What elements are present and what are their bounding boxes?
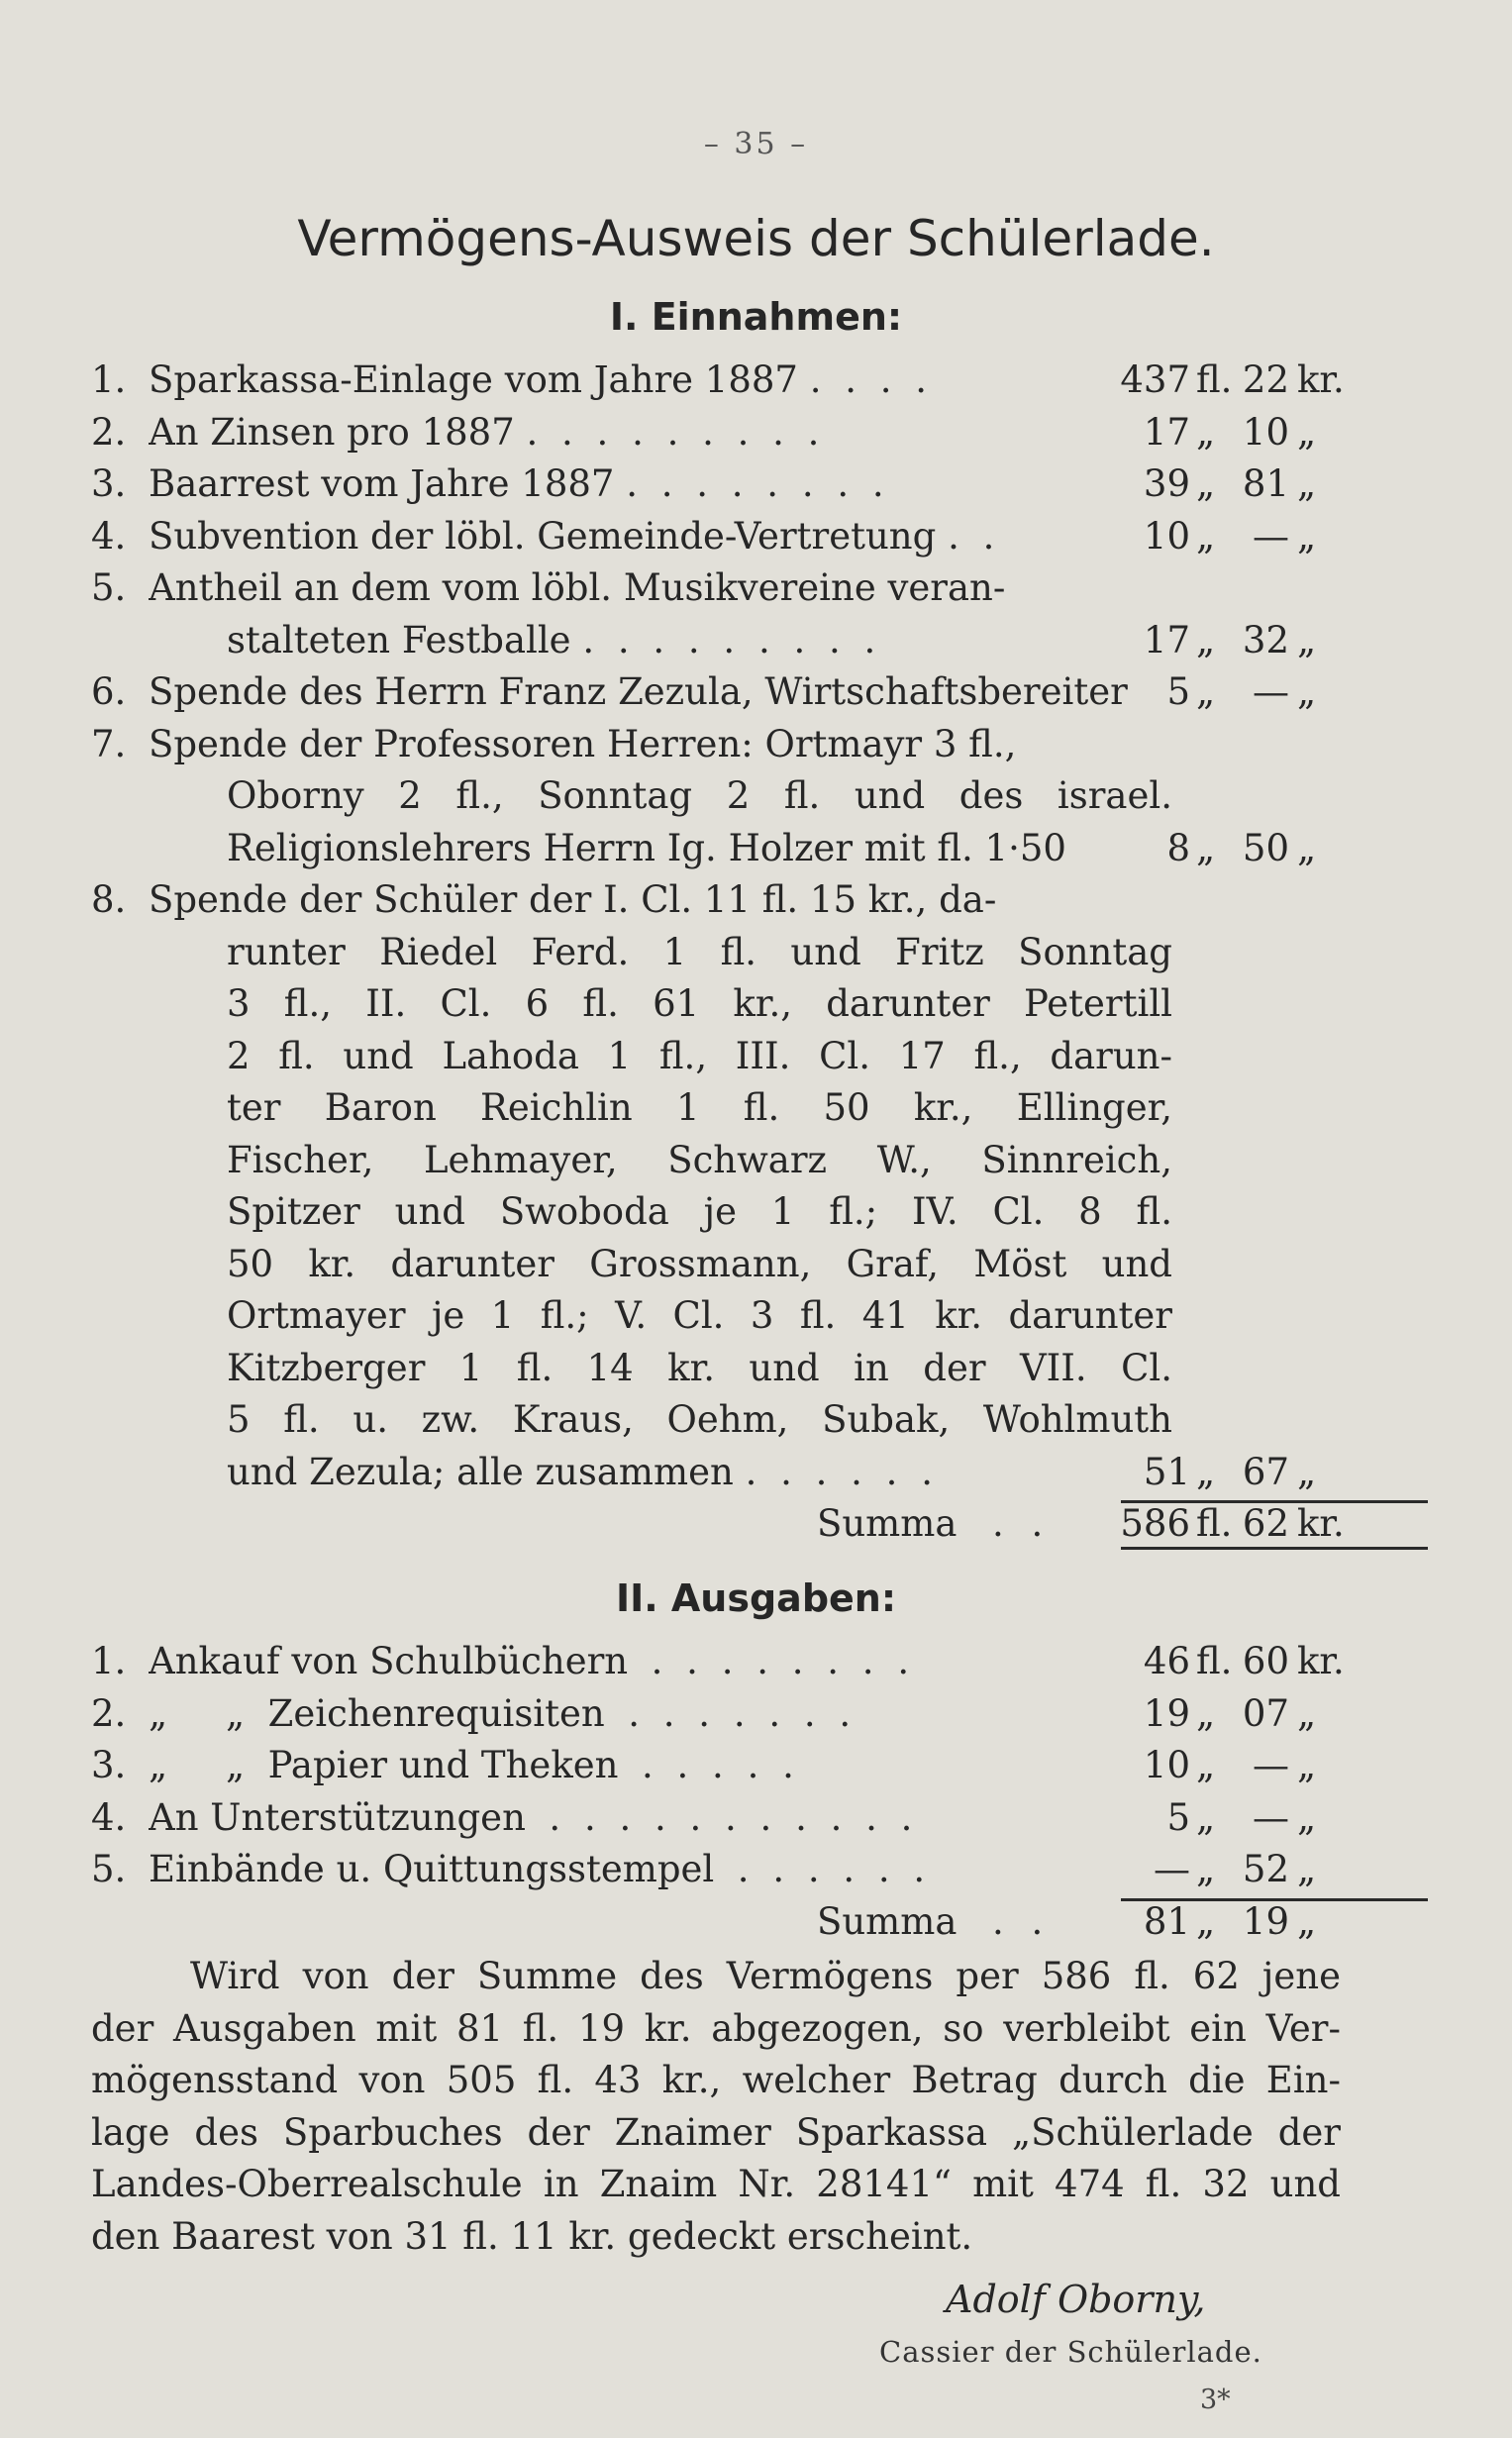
item-text: Oborny 2 fl., Sonntag 2 fl. und des israel. <box>227 774 1172 817</box>
income-list <box>91 355 1345 1551</box>
item-text: Fischer, Lehmayer, Schwarz W., Sinnreich, <box>227 1138 1172 1181</box>
amount-fl-unit: „ <box>1196 1691 1216 1735</box>
amount-fl: — <box>1154 1848 1190 1890</box>
item-text: Spende der Professoren Herren: Ortmayr 3 fl., <box>149 722 1017 765</box>
item-number: 5. <box>91 566 127 609</box>
leader-dots: . . . . . . . . . <box>582 618 882 661</box>
leader-dots: . . . . . . . <box>628 1691 857 1735</box>
amount-kr: 19 <box>1242 1899 1289 1943</box>
item-text: und Zezula; alle zusammen . . . . . . <box>227 1450 939 1493</box>
item-text: 3 fl., II. Cl. 6 fl. 61 kr., darunter Petertill <box>227 982 1172 1025</box>
income-row <box>91 1186 1339 1239</box>
amount-kr: 22 <box>1242 358 1289 401</box>
income-row <box>91 978 1339 1031</box>
item-text: An Zinsen pro 1887 . . . . . . . . . <box>149 410 826 454</box>
signature: Adolf Oborny, <box>946 2278 1206 2321</box>
amount-kr: — <box>1253 1795 1289 1839</box>
income-row <box>91 1343 1339 1395</box>
income-row <box>91 874 1339 927</box>
amount-kr-unit: kr. <box>1297 1640 1345 1682</box>
amount-fl: 10 <box>1143 1744 1190 1786</box>
income-row <box>91 1031 1339 1083</box>
amount-fl: 46 <box>1143 1640 1190 1682</box>
item-text: Ankauf von Schulbüchern . . . . . . . . <box>149 1640 916 1682</box>
amount-fl: 586 <box>1120 1502 1190 1545</box>
amount-fl: 17 <box>1143 410 1190 454</box>
amount-kr: 32 <box>1242 618 1289 661</box>
amount-kr-unit: „ <box>1297 462 1317 505</box>
leader-dots: . . . . <box>809 358 934 401</box>
amount-fl-unit: „ <box>1196 1848 1216 1890</box>
income-row <box>91 407 1339 459</box>
amount-fl: 51 <box>1143 1450 1190 1493</box>
expense-row <box>91 1844 1339 1896</box>
leader-dots: . . . . . <box>642 1744 800 1786</box>
item-text: Ortmayer je 1 fl.; V. Cl. 3 fl. 41 kr. darunter <box>227 1294 1172 1337</box>
amount-fl-unit: fl. <box>1196 358 1233 401</box>
item-text: Sparkassa-Einlage vom Jahre 1887 . . . . <box>149 358 934 401</box>
income-row <box>91 615 1339 667</box>
amount-kr-unit: „ <box>1297 1795 1317 1839</box>
item-text: stalteten Festballe . . . . . . . . . <box>227 618 882 661</box>
item-text: „ „ Zeichenrequisiten . . . . . . . <box>149 1691 857 1735</box>
item-number: 8. <box>91 878 127 921</box>
amount-kr: 10 <box>1242 410 1289 454</box>
amount-fl: 81 <box>1143 1899 1190 1943</box>
amount-kr: 50 <box>1242 826 1289 869</box>
item-text: „ „ Papier und Theken . . . . . <box>149 1744 800 1786</box>
leader-dots: . . . . . . . . . . . <box>549 1795 919 1839</box>
leader-dots: . . . . . . . . . <box>526 410 826 454</box>
amount-fl-unit: „ <box>1196 670 1216 713</box>
item-number: 4. <box>91 1795 127 1839</box>
item-number: 2. <box>91 1691 127 1735</box>
amount-kr: — <box>1253 1744 1289 1786</box>
item-number: 5. <box>91 1848 127 1890</box>
amount-kr-unit: „ <box>1297 410 1317 454</box>
item-number: 2. <box>91 410 127 454</box>
item-text: An Unterstützungen . . . . . . . . . . . <box>149 1795 919 1839</box>
summa-label: Summa <box>817 1502 958 1545</box>
expenses-heading: II. Ausgaben: <box>615 1576 897 1620</box>
item-text: 2 fl. und Lahoda 1 fl., III. Cl. 17 fl., darun- <box>227 1034 1172 1077</box>
paragraph-line: mögensstand von 505 fl. 43 kr., welcher Betrag durch die Ein- <box>91 2059 1341 2101</box>
amount-kr: — <box>1253 670 1289 713</box>
leader-dots: . . <box>992 1899 1052 1943</box>
amount-fl: 437 <box>1120 358 1190 401</box>
amount-fl: 17 <box>1143 618 1190 661</box>
amount-fl-unit: „ <box>1196 1795 1216 1839</box>
amount-fl: 8 <box>1166 826 1190 869</box>
amount-kr: 67 <box>1242 1450 1289 1493</box>
item-text: runter Riedel Ferd. 1 fl. und Fritz Sonntag <box>227 930 1172 973</box>
expense-row <box>91 1792 1339 1845</box>
total-rule <box>1121 1547 1428 1550</box>
signature-mark: 3* <box>1200 2385 1231 2415</box>
item-text: Spitzer und Swoboda je 1 fl.; IV. Cl. 8 fl. <box>227 1190 1172 1233</box>
amount-fl-unit: „ <box>1196 462 1216 505</box>
item-text: Religionslehrers Herrn Ig. Holzer mit fl. 1·50 <box>227 826 1066 869</box>
leader-dots: . . . . . . <box>737 1848 932 1890</box>
amount-fl: 5 <box>1166 670 1190 713</box>
income-row <box>91 562 1339 615</box>
paragraph-line: Landes-Oberrealschule in Znaim Nr. 28141“ mit 474 fl. 32 und <box>91 2163 1341 2205</box>
item-number: 4. <box>91 514 127 558</box>
item-number: 3. <box>91 462 127 505</box>
paragraph-line: der Ausgaben mit 81 fl. 19 kr. abgezogen, so verbleibt ein Ver- <box>91 2006 1341 2050</box>
amount-kr-unit: „ <box>1297 618 1317 661</box>
item-text: Antheil an dem vom löbl. Musikvereine veran- <box>149 566 1006 609</box>
income-row <box>91 823 1339 875</box>
item-text: Einbände u. Quittungsstempel . . . . . . <box>149 1848 932 1890</box>
paragraph-line: Wird von der Summe des Vermögens per 586 fl. 62 jene <box>190 1955 1341 1997</box>
income-row <box>91 770 1339 823</box>
paragraph-line: den Baarest von 31 fl. 11 kr. gedeckt erscheint. <box>91 2214 973 2258</box>
page-title: Vermögens-Ausweis der Schülerlade. <box>297 210 1215 267</box>
income-row <box>91 355 1345 407</box>
item-text: Subvention der löbl. Gemeinde-Vertretung . . <box>149 514 1001 558</box>
income-total-row <box>91 1498 1345 1551</box>
amount-kr: 60 <box>1242 1640 1289 1682</box>
item-number: 1. <box>91 1640 127 1682</box>
item-number: 1. <box>91 358 127 401</box>
paragraph-line: lage des Sparbuches der Znaimer Sparkassa „Schülerlade der <box>91 2110 1341 2154</box>
income-row <box>91 1239 1339 1291</box>
amount-kr: — <box>1253 514 1289 558</box>
income-row <box>91 1447 1339 1499</box>
signature-role: Cassier der Schülerlade. <box>879 2335 1262 2369</box>
page-number: – 35 – <box>703 127 809 161</box>
item-text: Spende des Herrn Franz Zezula, Wirtschaftsbereiter <box>149 670 1128 713</box>
amount-fl-unit: fl. <box>1196 1640 1233 1682</box>
item-number: 3. <box>91 1744 127 1786</box>
leader-dots: . . . . . . . . <box>651 1640 916 1682</box>
amount-kr: 81 <box>1242 462 1289 505</box>
item-text: Spende der Schüler der I. Cl. 11 fl. 15 kr., da- <box>149 878 997 921</box>
amount-kr-unit: „ <box>1297 1691 1317 1735</box>
expense-row <box>91 1636 1345 1688</box>
income-row <box>91 1082 1339 1135</box>
amount-fl: 39 <box>1143 462 1190 505</box>
amount-kr-unit: kr. <box>1297 1502 1345 1545</box>
amount-fl: 5 <box>1166 1795 1190 1839</box>
amount-fl-unit: „ <box>1196 410 1216 454</box>
income-heading: I. Einnahmen: <box>609 295 903 339</box>
amount-kr-unit: „ <box>1297 1848 1317 1890</box>
item-text: Kitzberger 1 fl. 14 kr. und in der VII. Cl. <box>227 1346 1172 1389</box>
income-row <box>91 666 1339 719</box>
expense-row <box>91 1688 1339 1741</box>
amount-fl-unit: „ <box>1196 1899 1216 1943</box>
income-row <box>91 458 1339 511</box>
item-number: 7. <box>91 722 127 765</box>
item-number: 6. <box>91 670 127 713</box>
leader-dots: . . <box>992 1502 1052 1545</box>
closing-paragraph <box>91 1951 1341 2263</box>
amount-kr-unit: „ <box>1297 1899 1317 1943</box>
leader-dots: . . . . . . <box>745 1450 939 1493</box>
amount-kr-unit: „ <box>1297 826 1317 869</box>
amount-fl: 10 <box>1143 514 1190 558</box>
expense-row <box>91 1740 1339 1792</box>
amount-kr-unit: „ <box>1297 670 1317 713</box>
amount-fl-unit: fl. <box>1196 1502 1233 1545</box>
amount-kr: 07 <box>1242 1691 1289 1735</box>
item-text: Baarrest vom Jahre 1887 . . . . . . . . <box>149 462 890 505</box>
amount-kr-unit: kr. <box>1297 358 1345 401</box>
amount-fl-unit: „ <box>1196 514 1216 558</box>
item-text: 50 kr. darunter Grossmann, Graf, Möst und <box>227 1242 1172 1285</box>
income-row <box>91 1135 1339 1187</box>
expense-total-row <box>91 1896 1339 1949</box>
item-text: 5 fl. u. zw. Kraus, Oehm, Subak, Wohlmuth <box>227 1398 1172 1441</box>
amount-fl-unit: „ <box>1196 826 1216 869</box>
summa-label: Summa <box>817 1899 958 1943</box>
income-row <box>91 927 1339 979</box>
leader-dots: . . . . . . . . <box>626 462 890 505</box>
amount-fl-unit: „ <box>1196 618 1216 661</box>
amount-kr: 52 <box>1242 1848 1289 1890</box>
amount-fl-unit: „ <box>1196 1450 1216 1493</box>
leader-dots: . . <box>948 514 1001 558</box>
amount-fl: 19 <box>1143 1691 1190 1735</box>
income-row <box>91 719 1339 771</box>
amount-kr-unit: „ <box>1297 1744 1317 1786</box>
income-row <box>91 1394 1339 1447</box>
amount-kr-unit: „ <box>1297 514 1317 558</box>
amount-fl-unit: „ <box>1196 1744 1216 1786</box>
expenses-list <box>91 1636 1345 1948</box>
income-row <box>91 511 1339 563</box>
amount-kr-unit: „ <box>1297 1450 1317 1493</box>
item-text: ter Baron Reichlin 1 fl. 50 kr., Ellinger, <box>227 1086 1172 1129</box>
amount-kr: 62 <box>1242 1502 1289 1545</box>
income-row <box>91 1290 1339 1343</box>
